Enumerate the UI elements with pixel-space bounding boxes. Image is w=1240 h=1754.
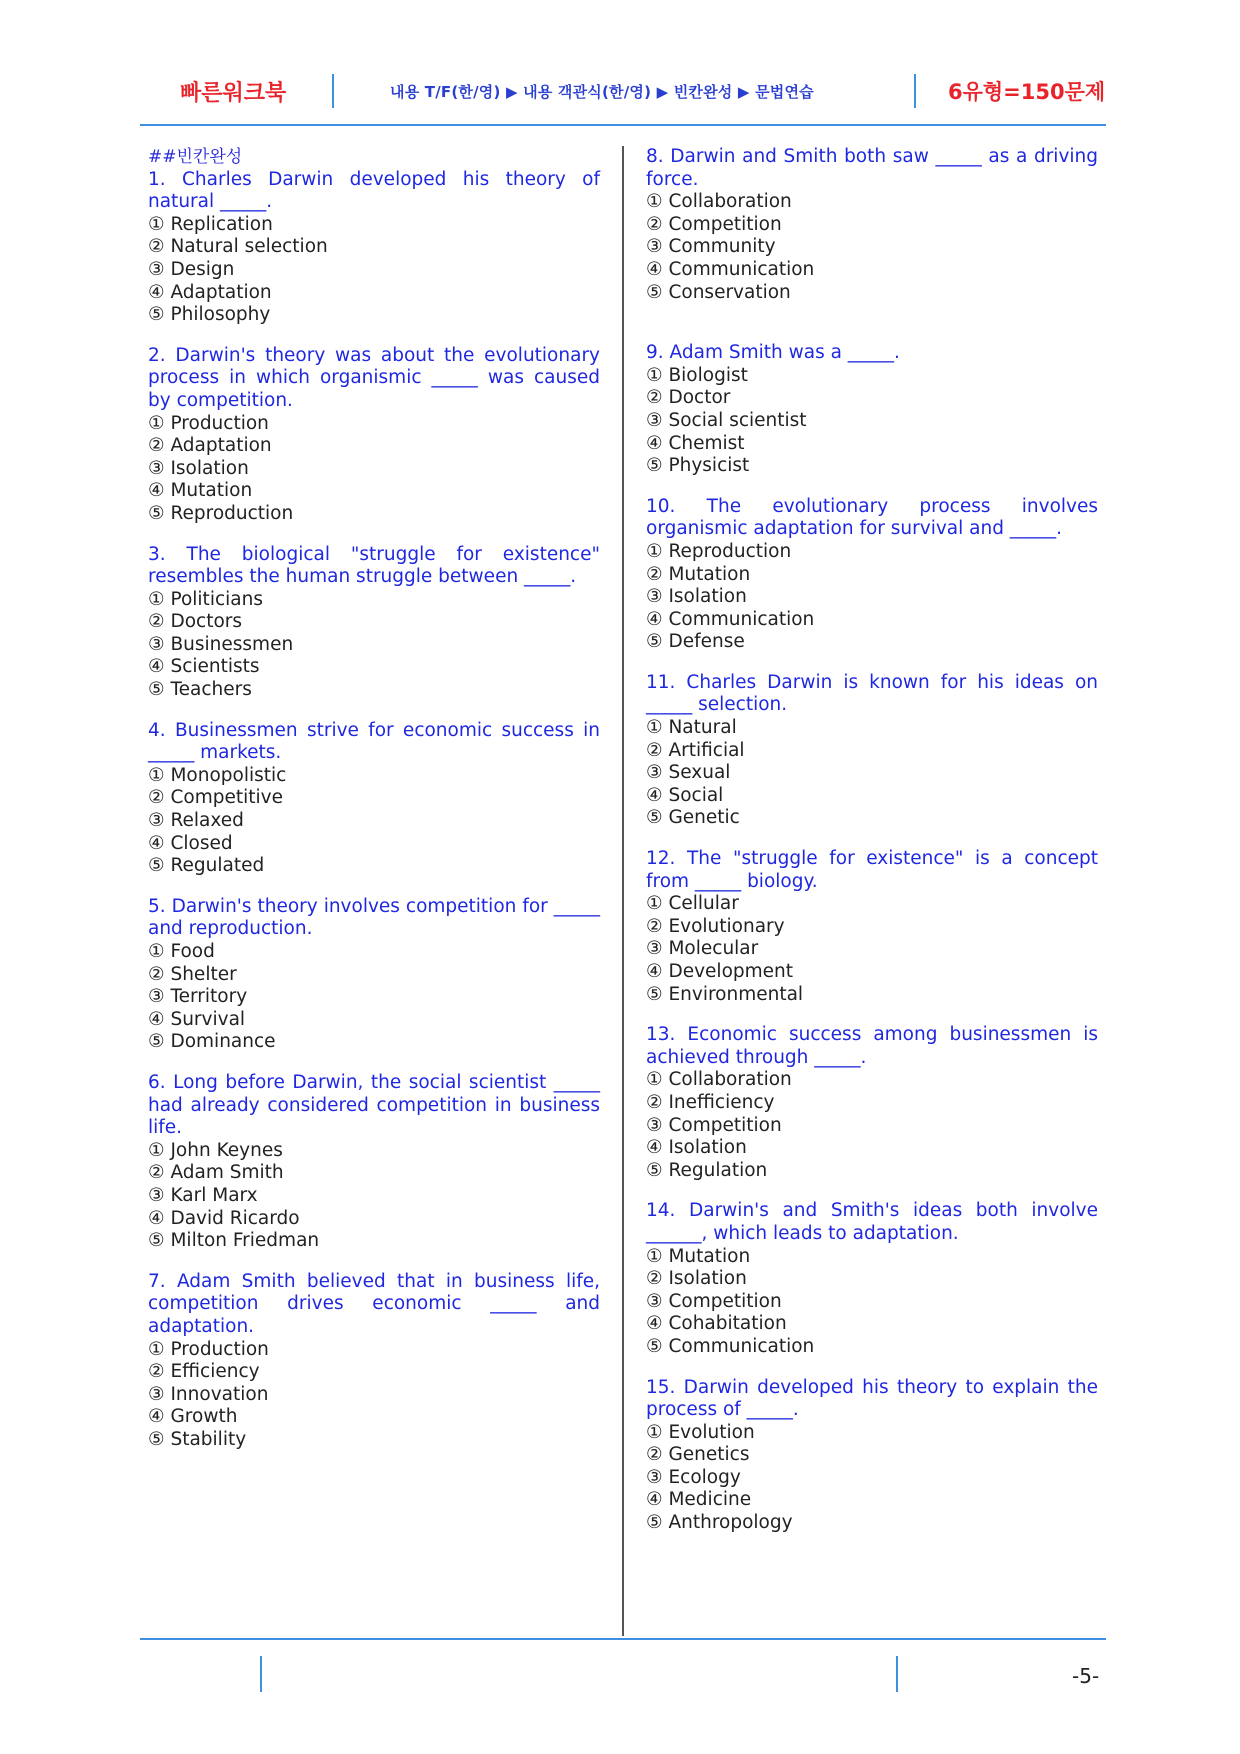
answer-option[interactable]: ② Artificial	[646, 739, 745, 761]
question-item	[148, 1271, 600, 1452]
answer-option[interactable]: ① Food	[148, 941, 215, 962]
answer-option[interactable]: ④ Scientists	[148, 656, 260, 678]
answer-option[interactable]: ② Adam Smith	[148, 1162, 284, 1184]
answer-option[interactable]: ① Natural	[646, 717, 737, 739]
answer-option[interactable]: ③ Social scientist	[646, 409, 807, 431]
question-item	[646, 496, 1098, 654]
answer-option[interactable]: ⑤ Philosophy	[148, 304, 271, 326]
question-item	[148, 1072, 600, 1253]
question-item	[148, 544, 600, 702]
answer-option[interactable]: ① Production	[148, 1338, 269, 1360]
answer-option[interactable]: ④ Isolation	[646, 1137, 747, 1159]
answer-option[interactable]: ① Evolution	[646, 1421, 755, 1443]
answer-option[interactable]: ③ Isolation	[646, 586, 747, 608]
answer-option[interactable]: ② Doctors	[148, 611, 243, 633]
answer-option[interactable]: ⑤ Environmental	[646, 983, 804, 1005]
answer-option[interactable]: ① Mutation	[646, 1245, 751, 1267]
answer-option[interactable]: ① Cellular	[646, 893, 739, 915]
answer-option[interactable]: ③ Relaxed	[148, 810, 244, 832]
answer-option[interactable]: ③ Businessmen	[148, 633, 294, 655]
answer-option[interactable]: ③ Molecular	[646, 938, 759, 960]
answer-option[interactable]: ② Evolutionary	[646, 915, 785, 937]
answer-option[interactable]: ④ Chemist	[646, 432, 745, 454]
answer-option[interactable]: ④ Cohabitation	[646, 1313, 787, 1335]
left-column	[148, 146, 600, 1469]
footer-divider	[896, 1656, 898, 1692]
answer-option[interactable]: ③ Design	[148, 258, 235, 280]
answer-option[interactable]: ③ Isolation	[148, 457, 249, 479]
answer-option[interactable]: ② Efficiency	[148, 1361, 260, 1383]
answer-option[interactable]: ⑤ Regulation	[646, 1159, 768, 1181]
answer-option[interactable]: ⑤ Milton Friedman	[148, 1230, 320, 1252]
question-text: 2. Darwin's theory was about the evolutionary process in which organismic _____ was caused by competition.	[148, 344, 600, 411]
answer-option[interactable]: ③ Competition	[646, 1290, 782, 1312]
answer-option[interactable]: ⑤ Teachers	[148, 679, 252, 701]
answer-option[interactable]: ④ Communication	[646, 608, 815, 630]
answer-option[interactable]: ① Politicians	[148, 588, 263, 610]
footer-divider	[260, 1656, 262, 1692]
answer-option[interactable]: ④ Survival	[148, 1008, 246, 1030]
header-rule	[140, 124, 1106, 126]
question-text: 11. Charles Darwin is known for his ideas on _____ selection.	[646, 671, 1098, 716]
answer-option[interactable]: ⑤ Defense	[646, 631, 745, 653]
question-count: 6유형=150문제	[948, 80, 1106, 104]
question-item	[148, 720, 600, 878]
answer-option[interactable]: ④ Mutation	[148, 480, 253, 502]
question-text: 1. Charles Darwin developed his theory of natural _____.	[148, 168, 600, 213]
answer-option[interactable]: ③ Community	[646, 236, 776, 258]
answer-option[interactable]: ⑤ Regulated	[148, 855, 265, 877]
answer-option[interactable]: ② Genetics	[646, 1444, 750, 1466]
answer-option[interactable]: ④ Medicine	[646, 1489, 752, 1511]
question-text: 9. Adam Smith was a _____.	[646, 342, 900, 364]
page-header	[140, 70, 1106, 124]
question-text: 6. Long before Darwin, the social scientist _____ had already considered competition in business life.	[148, 1071, 600, 1139]
right-column	[646, 146, 1098, 1553]
header-divider	[914, 74, 916, 108]
answer-option[interactable]: ② Mutation	[646, 563, 751, 585]
question-text: 5. Darwin's theory involves competition for _____ and reproduction.	[148, 895, 600, 940]
answer-option[interactable]: ⑤ Stability	[148, 1428, 247, 1450]
column-divider	[622, 146, 624, 1636]
answer-option[interactable]: ① Reproduction	[646, 540, 792, 562]
answer-option[interactable]: ① Collaboration	[646, 1069, 792, 1091]
question-item	[646, 342, 1098, 478]
question-text: 10. The evolutionary process involves organismic adaptation for survival and _____.	[646, 495, 1098, 540]
question-text: 13. Economic success among businessmen is achieved through _____.	[646, 1024, 1098, 1068]
section-title: ##빈칸완성	[148, 147, 243, 167]
answer-option[interactable]: ① Monopolistic	[148, 764, 287, 786]
answer-option[interactable]: ① Biologist	[646, 364, 748, 386]
answer-option[interactable]: ④ Development	[646, 961, 794, 982]
breadcrumb: 내용 T/F(한/영) ▶ 내용 객관식(한/영) ▶ 빈칸완성 ▶ 문법연습	[390, 83, 814, 101]
answer-option[interactable]: ③ Territory	[148, 986, 248, 1008]
answer-option[interactable]: ② Natural selection	[148, 236, 328, 258]
answer-option[interactable]: ② Isolation	[646, 1268, 747, 1290]
answer-option[interactable]: ② Shelter	[148, 963, 237, 985]
question-text: 4. Businessmen strive for economic success in _____ markets.	[148, 719, 600, 764]
answer-option[interactable]: ① John Keynes	[148, 1139, 283, 1161]
question-item	[646, 1024, 1098, 1182]
question-text: 8. Darwin and Smith both saw _____ as a driving force.	[646, 146, 1098, 190]
answer-option[interactable]: ③ Karl Marx	[148, 1184, 258, 1206]
question-item	[646, 848, 1098, 1006]
answer-option[interactable]: ⑤ Dominance	[148, 1031, 276, 1053]
question-item	[646, 672, 1098, 830]
answer-option[interactable]: ① Production	[148, 412, 269, 434]
answer-option[interactable]: ③ Innovation	[148, 1383, 269, 1405]
question-text: 15. Darwin developed his theory to explain the process of _____.	[646, 1376, 1098, 1421]
question-text: 12. The "struggle for existence" is a concept from _____ biology.	[646, 848, 1098, 892]
answer-option[interactable]: ④ Adaptation	[148, 281, 272, 303]
question-item	[148, 169, 600, 327]
question-item	[646, 146, 1098, 304]
answer-option[interactable]: ⑤ Genetic	[646, 807, 740, 829]
answer-option[interactable]: ⑤ Conservation	[646, 281, 791, 303]
answer-option[interactable]: ④ Growth	[148, 1406, 238, 1428]
answer-option[interactable]: ⑤ Communication	[646, 1335, 815, 1357]
answer-option[interactable]: ④ David Ricardo	[148, 1207, 300, 1229]
answer-option[interactable]: ③ Sexual	[646, 762, 731, 784]
answer-option[interactable]: ② Competition	[646, 213, 782, 235]
answer-option[interactable]: ① Collaboration	[646, 191, 792, 213]
brand-title: 빠른워크북	[180, 81, 287, 106]
answer-option[interactable]: ③ Ecology	[646, 1466, 741, 1488]
answer-option[interactable]: ④ Social	[646, 784, 724, 806]
answer-option[interactable]: ④ Closed	[148, 832, 233, 854]
answer-option[interactable]: ④ Communication	[646, 258, 815, 280]
answer-option[interactable]: ② Inefficiency	[646, 1091, 775, 1113]
question-text: 7. Adam Smith believed that in business life, competition drives economic _____ and adaptation.	[148, 1270, 600, 1337]
question-text: 14. Darwin's and Smith's ideas both involve ______, which leads to adaptation.	[646, 1200, 1098, 1244]
answer-option[interactable]: ⑤ Reproduction	[148, 502, 294, 524]
footer-rule	[140, 1638, 1106, 1640]
question-item	[646, 1377, 1098, 1535]
question-item	[148, 896, 600, 1054]
question-item	[646, 1200, 1098, 1358]
answer-option[interactable]: ② Doctor	[646, 387, 731, 409]
answer-option[interactable]: ① Replication	[148, 213, 273, 235]
answer-option[interactable]: ② Adaptation	[148, 435, 272, 457]
header-divider	[332, 74, 334, 108]
question-text: 3. The biological "struggle for existence" resembles the human struggle between _____.	[148, 543, 600, 588]
answer-option[interactable]: ⑤ Anthropology	[646, 1512, 793, 1534]
page-number: -5-	[1072, 1664, 1100, 1688]
answer-option[interactable]: ⑤ Physicist	[646, 455, 750, 477]
answer-option[interactable]: ③ Competition	[646, 1114, 782, 1136]
answer-option[interactable]: ② Competitive	[148, 787, 283, 809]
question-item	[148, 345, 600, 526]
